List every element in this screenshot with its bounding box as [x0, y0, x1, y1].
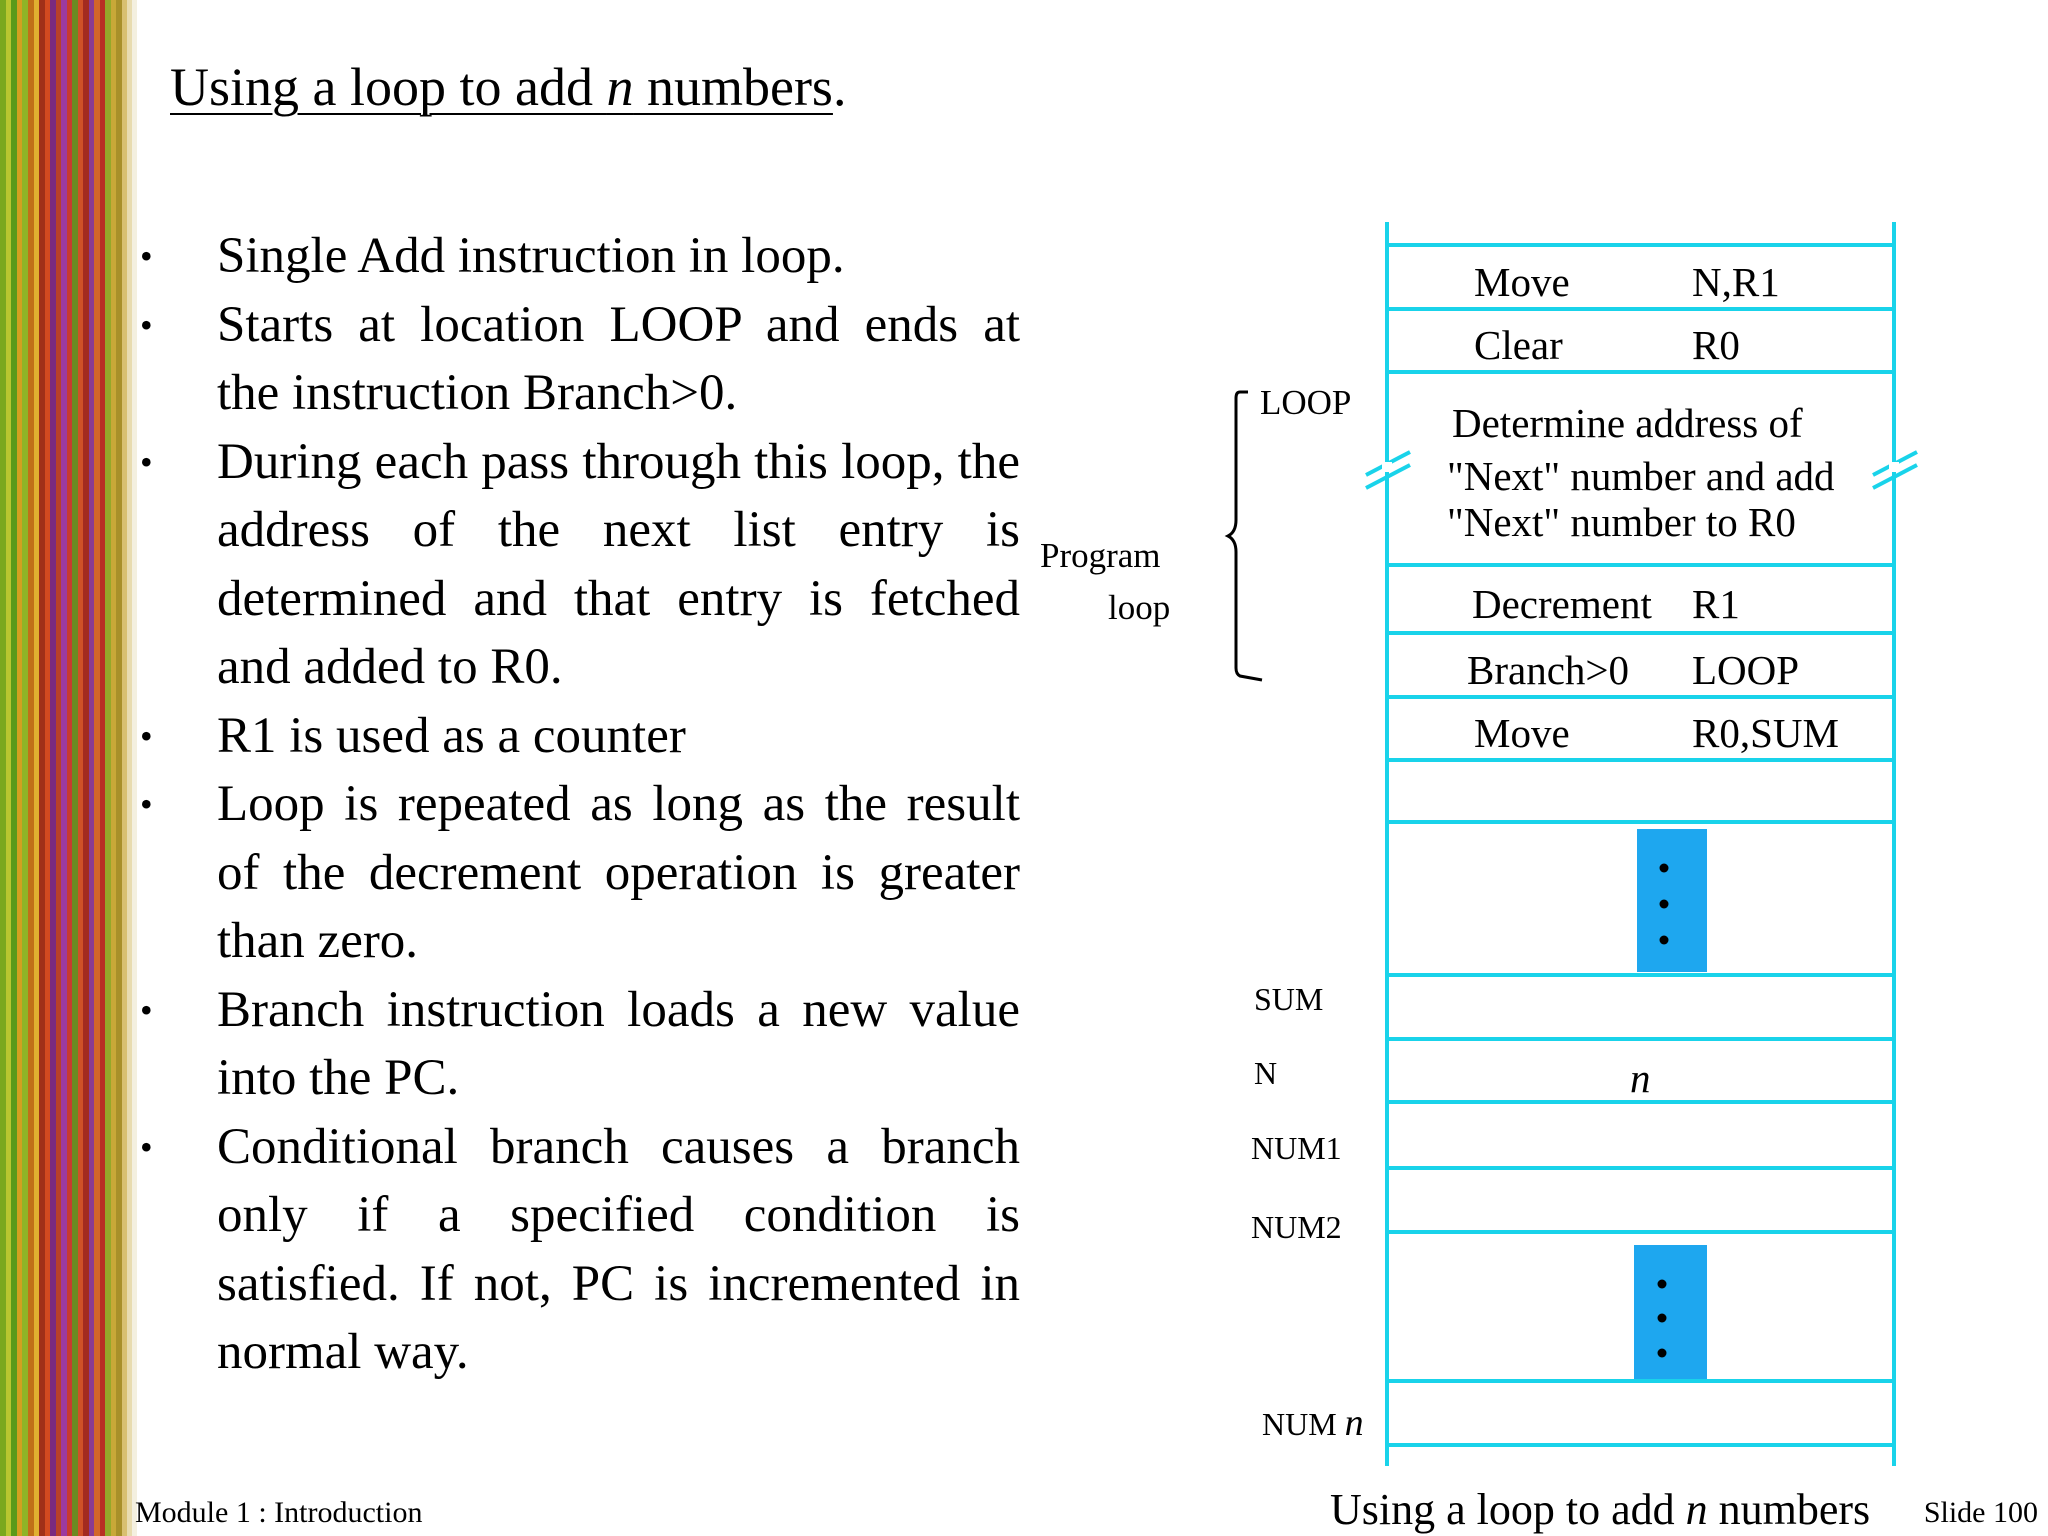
instr-arg: R0	[1692, 322, 1740, 368]
continuation-block-program	[1637, 829, 1707, 972]
instr-arg: N,R1	[1692, 259, 1780, 305]
address-label-num1: NUM1	[1251, 1130, 1342, 1166]
ellipsis-dot-icon	[1660, 900, 1669, 909]
address-label-numn: NUM n	[1262, 1402, 1364, 1444]
slide-number: Slide 100	[1923, 1496, 2038, 1529]
bullet-dot-icon: •	[140, 715, 153, 756]
ellipsis-dot-icon	[1658, 1280, 1667, 1289]
instr-arg: R0,SUM	[1692, 710, 1839, 756]
address-label-n: N	[1254, 1055, 1278, 1091]
bullet-dot-icon: •	[140, 236, 153, 276]
program-loop-brace	[1228, 392, 1262, 680]
loop-body-line: "Next" number to R0	[1447, 499, 1796, 545]
ellipsis-dot-icon	[1660, 864, 1669, 873]
bullet-item: • R1 is used as a counter	[140, 702, 1020, 771]
address-label-sum: SUM	[1254, 981, 1324, 1017]
address-label-num2: NUM2	[1251, 1209, 1342, 1245]
ellipsis-dot-icon	[1658, 1314, 1667, 1323]
program-loop-label: loop	[1108, 588, 1171, 627]
bullet-item: • Loop is repeated as long as the result of the decrement operation is greater than zero.	[140, 770, 1020, 976]
program-loop-label: Program	[1040, 536, 1161, 575]
figure-caption: Using a loop to add n numbers	[1330, 1485, 1871, 1534]
instr-op: Branch>0	[1467, 647, 1630, 693]
bullet-item: • Branch instruction loads a new value into the PC.	[140, 976, 1020, 1113]
footer-module: Module 1 : Introduction	[135, 1496, 423, 1529]
instr-op: Decrement	[1472, 581, 1652, 627]
ellipsis-dot-icon	[1660, 936, 1669, 945]
instr-op: Clear	[1474, 322, 1563, 368]
bullet-item: • Conditional branch causes a branch only if a specified condition is satisfied. If not, PC is incremented in normal way.	[140, 1113, 1020, 1387]
bullet-dot-icon: •	[140, 989, 153, 1030]
bullet-item: • Starts at location LOOP and ends at the instruction Branch>0.	[140, 291, 1020, 428]
bullet-dot-icon: •	[140, 304, 153, 345]
instr-op: Move	[1474, 259, 1570, 305]
n-value: n	[1630, 1055, 1651, 1101]
break-gap-right	[1889, 462, 1899, 472]
continuation-block-data	[1634, 1245, 1707, 1379]
bullet-item: • During each pass through this loop, the address of the next list entry is determined and that entry is fetched and added to R0.	[140, 428, 1020, 702]
break-gap-left	[1382, 462, 1392, 472]
bullet-dot-icon: •	[140, 784, 153, 824]
loop-body-line: "Next" number and add	[1447, 453, 1835, 499]
instr-op: Move	[1474, 710, 1570, 756]
bullet-item: • Single Add instruction in loop.	[140, 222, 1020, 291]
loop-label: LOOP	[1260, 383, 1352, 422]
bullet-dot-icon: •	[140, 1126, 153, 1167]
slide-title: Using a loop to add n numbers.	[170, 57, 847, 117]
ellipsis-dot-icon	[1658, 1349, 1667, 1358]
instr-arg: LOOP	[1692, 647, 1800, 693]
bullet-dot-icon: •	[140, 441, 153, 482]
instr-arg: R1	[1692, 581, 1740, 627]
loop-body-line: Determine address of	[1452, 400, 1803, 446]
